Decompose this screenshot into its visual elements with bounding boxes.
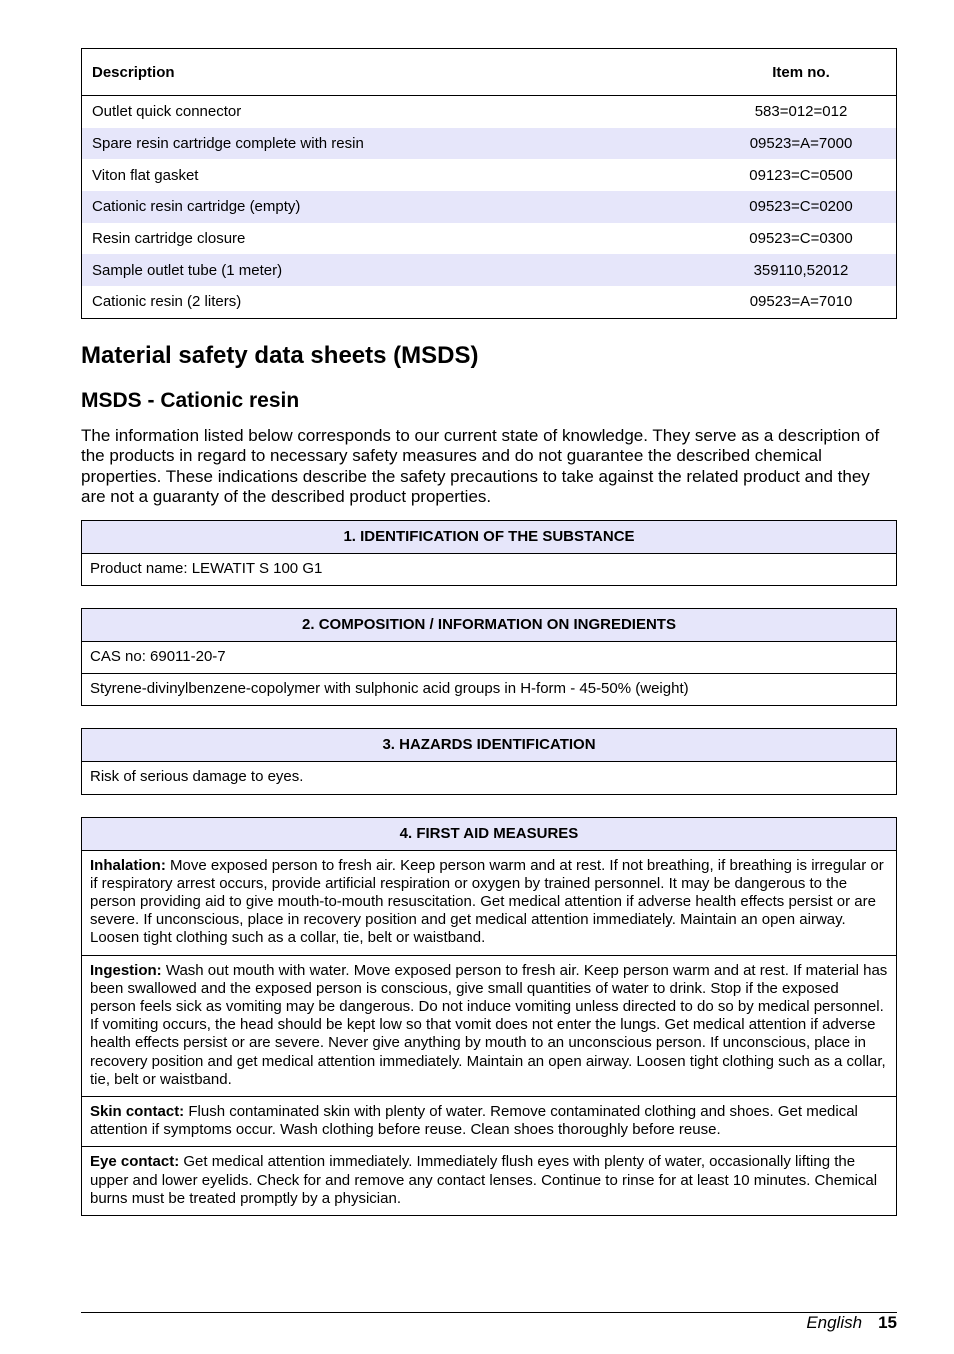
part-description: Cationic resin (2 liters) <box>92 293 242 311</box>
parts-table <box>81 48 897 319</box>
part-description: Outlet quick connector <box>92 103 242 121</box>
first-aid-skin-contact <box>82 1096 896 1146</box>
table-row <box>82 254 897 286</box>
msds-section-identification <box>81 520 897 586</box>
row-label: Ingestion: <box>90 961 162 979</box>
row-label: Eye contact: <box>90 1153 180 1171</box>
part-item-no: 09123=C=0500 <box>749 166 853 184</box>
section-row: Styrene-divinylbenzene-copolymer with sulphonic acid groups in H-form - 45-50% (weight) <box>82 673 896 705</box>
page-heading: Material safety data sheets (MSDS) <box>81 341 479 369</box>
section-row: Risk of serious damage to eyes. <box>90 768 304 786</box>
first-aid-inhalation <box>82 851 896 955</box>
page-number: 15 <box>878 1313 897 1332</box>
row-text: Flush contaminated skin with plenty of water. Remove contaminated clothing and shoes. Get medical attention if symptoms occur. Wash clothing before reuse. Clean shoes thoroughly before reuse. <box>90 1103 858 1139</box>
row-label: Inhalation: <box>90 856 166 874</box>
part-item-no: 583=012=012 <box>754 103 848 121</box>
intro-paragraph: The information listed below corresponds to our current state of knowledge. They serve as a description of the products in regard to necessary safety measures and do not guarantee the described chemical properties. These indications describe the safety precautions to take against the related product and they are not a guaranty of the described product properties. <box>81 425 880 507</box>
first-aid-ingestion <box>82 955 896 1096</box>
section-row: CAS no: 69011-20-7 <box>90 648 226 666</box>
msds-section-first-aid <box>81 817 897 1216</box>
table-row <box>82 286 897 318</box>
first-aid-eye-contact <box>82 1146 896 1215</box>
page-footer <box>806 1313 897 1333</box>
part-item-no: 09523=A=7000 <box>706 128 897 160</box>
msds-section-composition <box>81 608 897 706</box>
part-item-no: 09523=A=7010 <box>749 293 853 311</box>
section-title: 1. IDENTIFICATION OF THE SUBSTANCE <box>82 521 896 554</box>
msds-section-hazards <box>81 728 897 794</box>
table-row <box>82 159 897 191</box>
part-description: Spare resin cartridge complete with resin <box>82 128 707 160</box>
section-title: 3. HAZARDS IDENTIFICATION <box>82 729 896 762</box>
row-text: Wash out mouth with water. Move exposed person to fresh air. Keep person warm and at rest. If material has been swallowed and the exposed person is conscious, give small quantities of water to drink. Stop if the exposed person feels sick as vomiting may be dangerous. Do not induce vomiting unless directed to do so by medical personnel. If vomiting occurs, the head should be kept low so that vomit does not enter the lungs. Get medical attention if adverse health effects persist or are severe. Never give anything by mouth to an unconscious person. If unconscious, place in recovery position and get medical attention immediately. Maintain an open airway. Loosen tight clothing such as a collar, tie, belt or waistband. <box>90 961 888 1088</box>
table-row <box>82 191 897 223</box>
item-no-column-header: Item no. <box>706 49 897 96</box>
parts-table-header <box>82 49 897 96</box>
table-row <box>82 128 897 160</box>
table-row <box>82 223 897 255</box>
section-subheading: MSDS - Cationic resin <box>81 388 300 412</box>
part-description: Resin cartridge closure <box>92 230 246 248</box>
section-row: Product name: LEWATIT S 100 G1 <box>90 559 323 577</box>
footer-divider <box>81 1312 897 1313</box>
part-description: Sample outlet tube (1 meter) <box>82 254 707 286</box>
part-description: Viton flat gasket <box>92 166 199 184</box>
part-item-no: 09523=C=0300 <box>749 230 853 248</box>
description-column-header: Description <box>82 49 707 96</box>
section-title: 2. COMPOSITION / INFORMATION ON INGREDIENTS <box>82 609 896 642</box>
row-text: Get medical attention immediately. Immediately flush eyes with plenty of water, occasionally lifting the upper and lower eyelids. Check for and remove any contact lenses. Continue to rinse for at least 10 minutes. Chemical burns must be treated promptly by a physician. <box>90 1153 878 1207</box>
row-text: Move exposed person to fresh air. Keep person warm and at rest. If not breathing, if breathing is irregular or if respiratory arrest occurs, provide artificial respiration or oxygen by trained personnel. It may be dangerous to the person providing aid to give mouth-to-mouth resuscitation. Get medical attention if adverse health effects persist or are severe. If unconscious, place in recovery position and get medical attention immediately. Maintain an open airway. Loosen tight clothing such as a collar, tie, belt or waistband. <box>90 856 884 947</box>
section-title: 4. FIRST AID MEASURES <box>82 818 896 851</box>
footer-language: English <box>806 1313 863 1332</box>
document-page <box>81 48 897 1216</box>
part-description: Cationic resin cartridge (empty) <box>82 191 707 223</box>
part-item-no: 09523=C=0200 <box>706 191 897 223</box>
row-label: Skin contact: <box>90 1103 185 1121</box>
table-row <box>82 96 897 128</box>
part-item-no: 359110,52012 <box>706 254 897 286</box>
